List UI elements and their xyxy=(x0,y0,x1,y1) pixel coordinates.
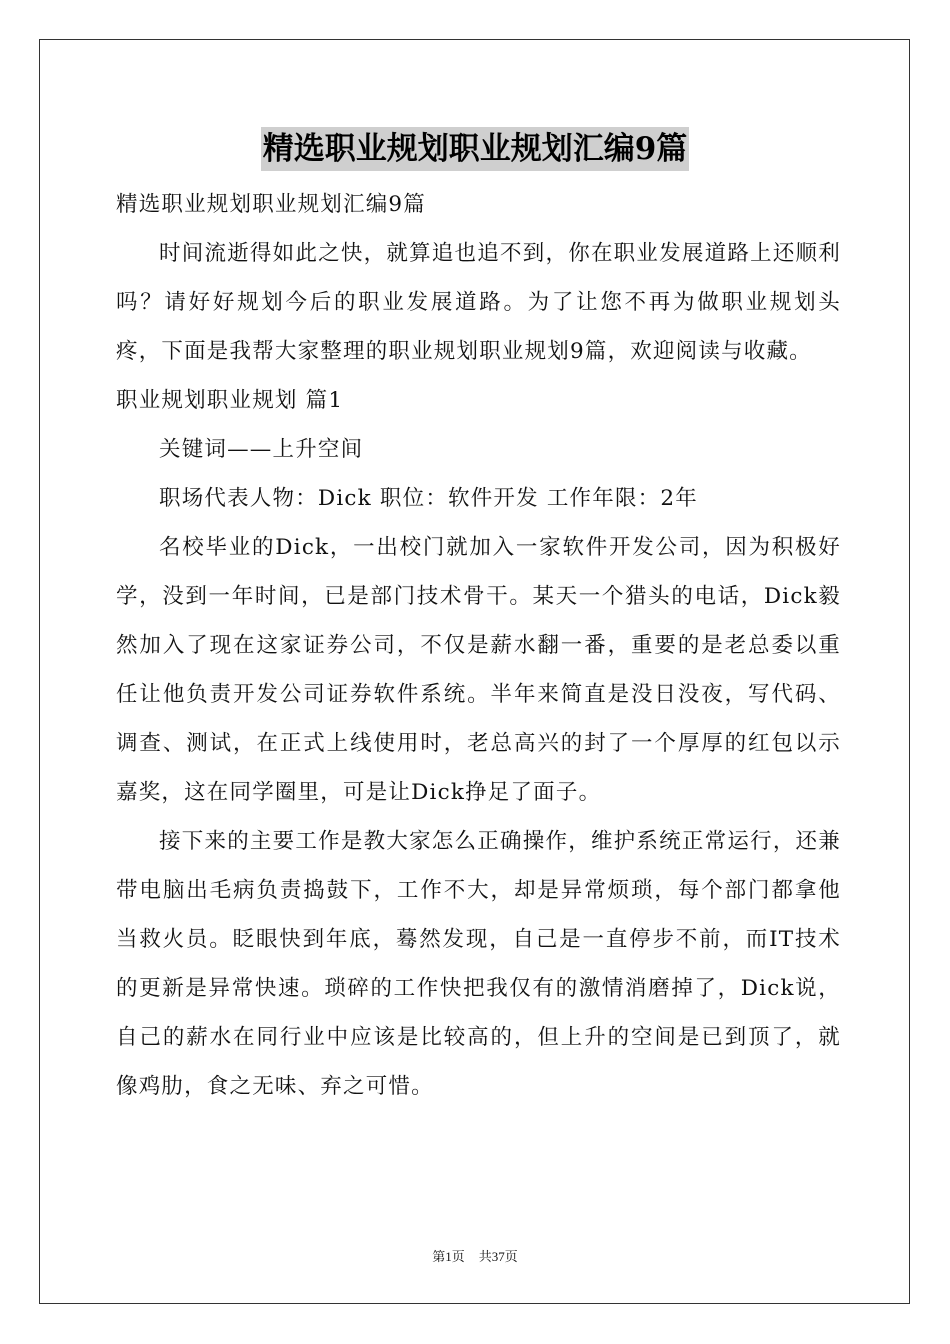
section-heading: 职业规划职业规划 篇1 xyxy=(116,388,344,413)
page-footer xyxy=(0,1248,950,1266)
intro-paragraph: 时间流逝得如此之快，就算追也追不到，你在职业发展道路上还顺利吗？请好好规划今后的职业发展道路。为了让您不再为做职业规划头疼，下面是我帮大家整理的职业规划职业规划9篇，欢迎阅读与收藏。 xyxy=(116,241,841,364)
keyword-line: 关键词——上升空间 xyxy=(159,437,364,462)
profile-line: 职场代表人物：Dick 职位：软件开发 工作年限：2年 xyxy=(159,486,698,511)
body-paragraph: 接下来的主要工作是教大家怎么正确操作，维护系统正常运行，还兼带电脑出毛病负责捣鼓下，工作不大，却是异常烦琐，每个部门都拿他当救火员。眨眼快到年底，蓦然发现，自己是一直停步不前，而IT技术的更新是异常快速。琐碎的工作快把我仅有的激情消磨掉了，Dick说，自己的薪水在同行业中应该是比较高的，但上升的空间是已到顶了，就像鸡肋，食之无味、弃之可惜。 xyxy=(116,829,841,1099)
subtitle-line: 精选职业规划职业规划汇编9篇 xyxy=(116,192,426,217)
page-total: 共37页 xyxy=(478,1249,518,1264)
page-number: 第1页 xyxy=(432,1249,465,1264)
document-title: 精选职业规划职业规划汇编9篇 xyxy=(261,127,690,171)
title-block xyxy=(0,127,950,171)
body-paragraph: 名校毕业的Dick，一出校门就加入一家软件开发公司，因为积极好学，没到一年时间，已是部门技术骨干。某天一个猎头的电话，Dick毅然加入了现在这家证券公司，不仅是薪水翻一番，重要的是老总委以重任让他负责开发公司证券软件系统。半年来简直是没日没夜，写代码、调查、测试，在正式上线使用时，老总高兴的封了一个厚厚的红包以示嘉奖，这在同学圈里，可是让Dick挣足了面子。 xyxy=(116,535,841,805)
document-body xyxy=(116,180,841,1111)
